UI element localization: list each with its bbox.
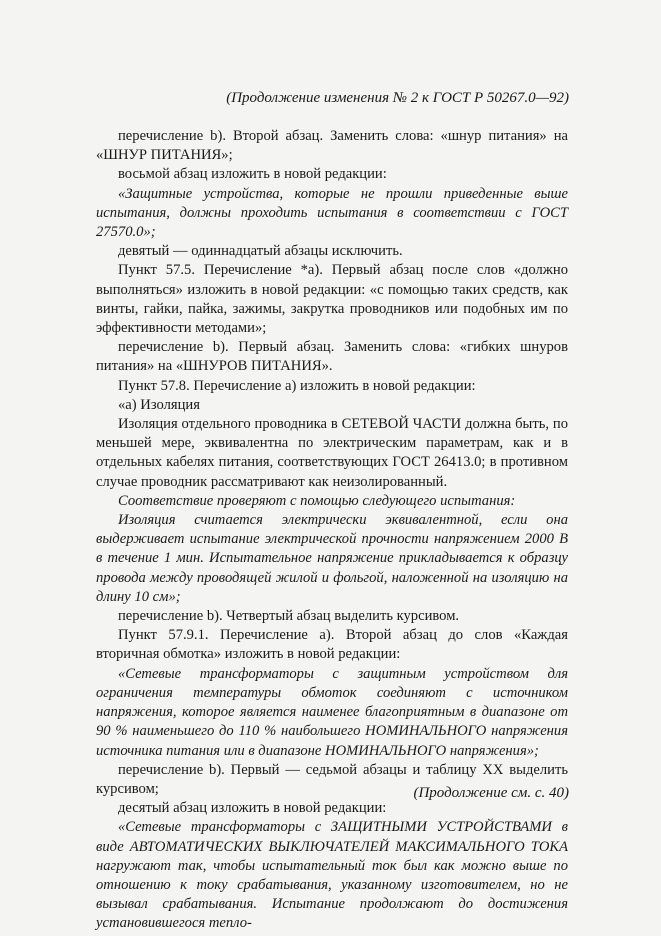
page-header: (Продолжение изменения № 2 к ГОСТ Р 50267.0—92) — [226, 90, 569, 106]
paragraph: перечисление b). Первый абзац. Заменить слова: «гибких шнуров питания» на «ШНУРОВ ПИТАНИЯ». — [96, 339, 568, 375]
paragraph: «Сетевые трансформаторы с ЗАЩИТНЫМИ УСТРОЙСТВАМИ в виде АВТОМАТИЧЕСКИХ ВЫКЛЮЧАТЕЛЕЙ МАКСИМАЛЬНОГО ТОКА нагружают так, чтобы испытательный ток был как можно выше по отношению к току срабатывания, указанному изготовителем, но не вызывал срабатывания. Испытание продолжают до достижения установившегося тепло- — [96, 819, 568, 932]
paragraph: Изоляция считается электрически эквивалентной, если она выдерживает испытание электрической прочности напряжением 2000 В в течение 1 мин. Испытательное напряжение прикладывается к образцу провода между проводящей жилой и фольгой, наложенной на изоляцию на длину 10 см»; — [96, 512, 568, 605]
paragraph: десятый абзац изложить в новой редакции: — [118, 800, 387, 817]
paragraph: «а) Изоляция — [118, 396, 200, 413]
paragraph: Пункт 57.5. Перечисление *а). Первый абзац после слов «должно выполняться» изложить в новой редакции: «с помощью таких средств, как винты, гайки, пайка, зажимы, закрутка проводников или подобных им по эффективности методами»; — [96, 262, 568, 337]
paragraph: восьмой абзац изложить в новой редакции: — [118, 166, 387, 183]
document-body — [96, 127, 568, 934]
paragraph: Соответствие проверяют с помощью следующего испытания: — [118, 492, 516, 509]
paragraph: Пункт 57.9.1. Перечисление а). Второй абзац до слов «Каждая вторичная обмотка» изложить в новой редакции: — [96, 627, 568, 663]
paragraph: Изоляция отдельного проводника в СЕТЕВОЙ ЧАСТИ должна быть, по меньшей мере, эквивалентна по электрическим параметрам, как и в отдельных кабелях питания, соответствующих ГОСТ 26413.0; в противном случае проводник рассматривают как неизолированный. — [96, 416, 568, 490]
paragraph: Пункт 57.8. Перечисление а) изложить в новой редакции: — [118, 377, 476, 394]
paragraph: перечисление b). Второй абзац. Заменить слова: «шнур питания» на «ШНУР ПИТАНИЯ»; — [96, 128, 568, 164]
paragraph: перечисление b). Четвертый абзац выделить курсивом. — [118, 608, 460, 625]
paragraph: девятый — одиннадцатый абзацы исключить. — [118, 243, 403, 260]
paragraph: перечисление b). Первый — седьмой абзацы и таблицу XX выделить курсивом; — [96, 761, 568, 797]
paragraph: «Сетевые трансформаторы с защитным устройством для ограничения температуры обмоток соединяют с источником напряжения, которое является наименее благоприятным в диапазоне от 90 % наименьшего до 110 % наибольшего НОМИНАЛЬНОГО напряжения источника питания или в диапазоне НОМИНАЛЬНОГО напряжения»; — [96, 665, 568, 759]
page-footer: (Продолжение см. с. 40) — [413, 785, 569, 801]
paragraph: «Защитные устройства, которые не прошли приведенные выше испытания, должны проходить испытания в соответствии с ГОСТ 27570.0»; — [96, 185, 568, 241]
